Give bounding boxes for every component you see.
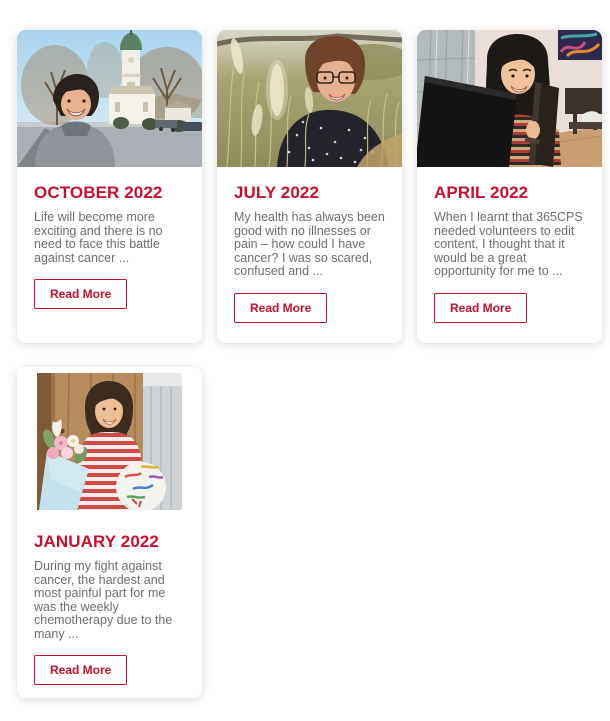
story-card-body — [217, 183, 402, 323]
grass-field-photo-illustration — [217, 30, 402, 167]
story-card-body — [17, 532, 202, 685]
story-title: JANUARY 2022 — [34, 532, 159, 551]
story-excerpt: When I learnt that 365CPS needed volunteers to edit content, I thought that it would be a great opportunity for me to ... — [434, 210, 583, 278]
story-photo — [17, 367, 202, 516]
read-more-button[interactable]: Read More — [34, 279, 127, 309]
church-selfie-photo-illustration — [17, 30, 202, 167]
story-card-body — [417, 183, 602, 323]
story-photo — [17, 30, 202, 167]
story-excerpt: Life will become more exciting and there is no need to face this battle against cancer ... — [34, 210, 163, 265]
story-title: OCTOBER 2022 — [34, 183, 163, 202]
bouquet-photo-illustration — [37, 373, 182, 510]
read-more-button[interactable]: Read More — [234, 293, 327, 323]
story-card-body — [17, 183, 202, 309]
story-card-july-2022 — [217, 30, 402, 343]
story-photo — [417, 30, 602, 167]
read-more-button[interactable]: Read More — [34, 655, 127, 685]
story-excerpt: During my fight against cancer, the hardest and most painful part for me was the weekly chemotherapy due to the many ... — [34, 559, 173, 641]
story-photo — [217, 30, 402, 167]
story-excerpt: My health has always been good with no illnesses or pain – how could I have cancer? I was so scared, confused and ... — [234, 210, 385, 278]
story-card-april-2022 — [417, 30, 602, 343]
story-card-october-2022 — [17, 30, 202, 343]
story-title: JULY 2022 — [234, 183, 320, 202]
read-more-button[interactable]: Read More — [434, 293, 527, 323]
story-card-january-2022 — [17, 367, 202, 698]
story-title: APRIL 2022 — [434, 183, 529, 202]
volunteer-photo-illustration — [417, 30, 602, 167]
